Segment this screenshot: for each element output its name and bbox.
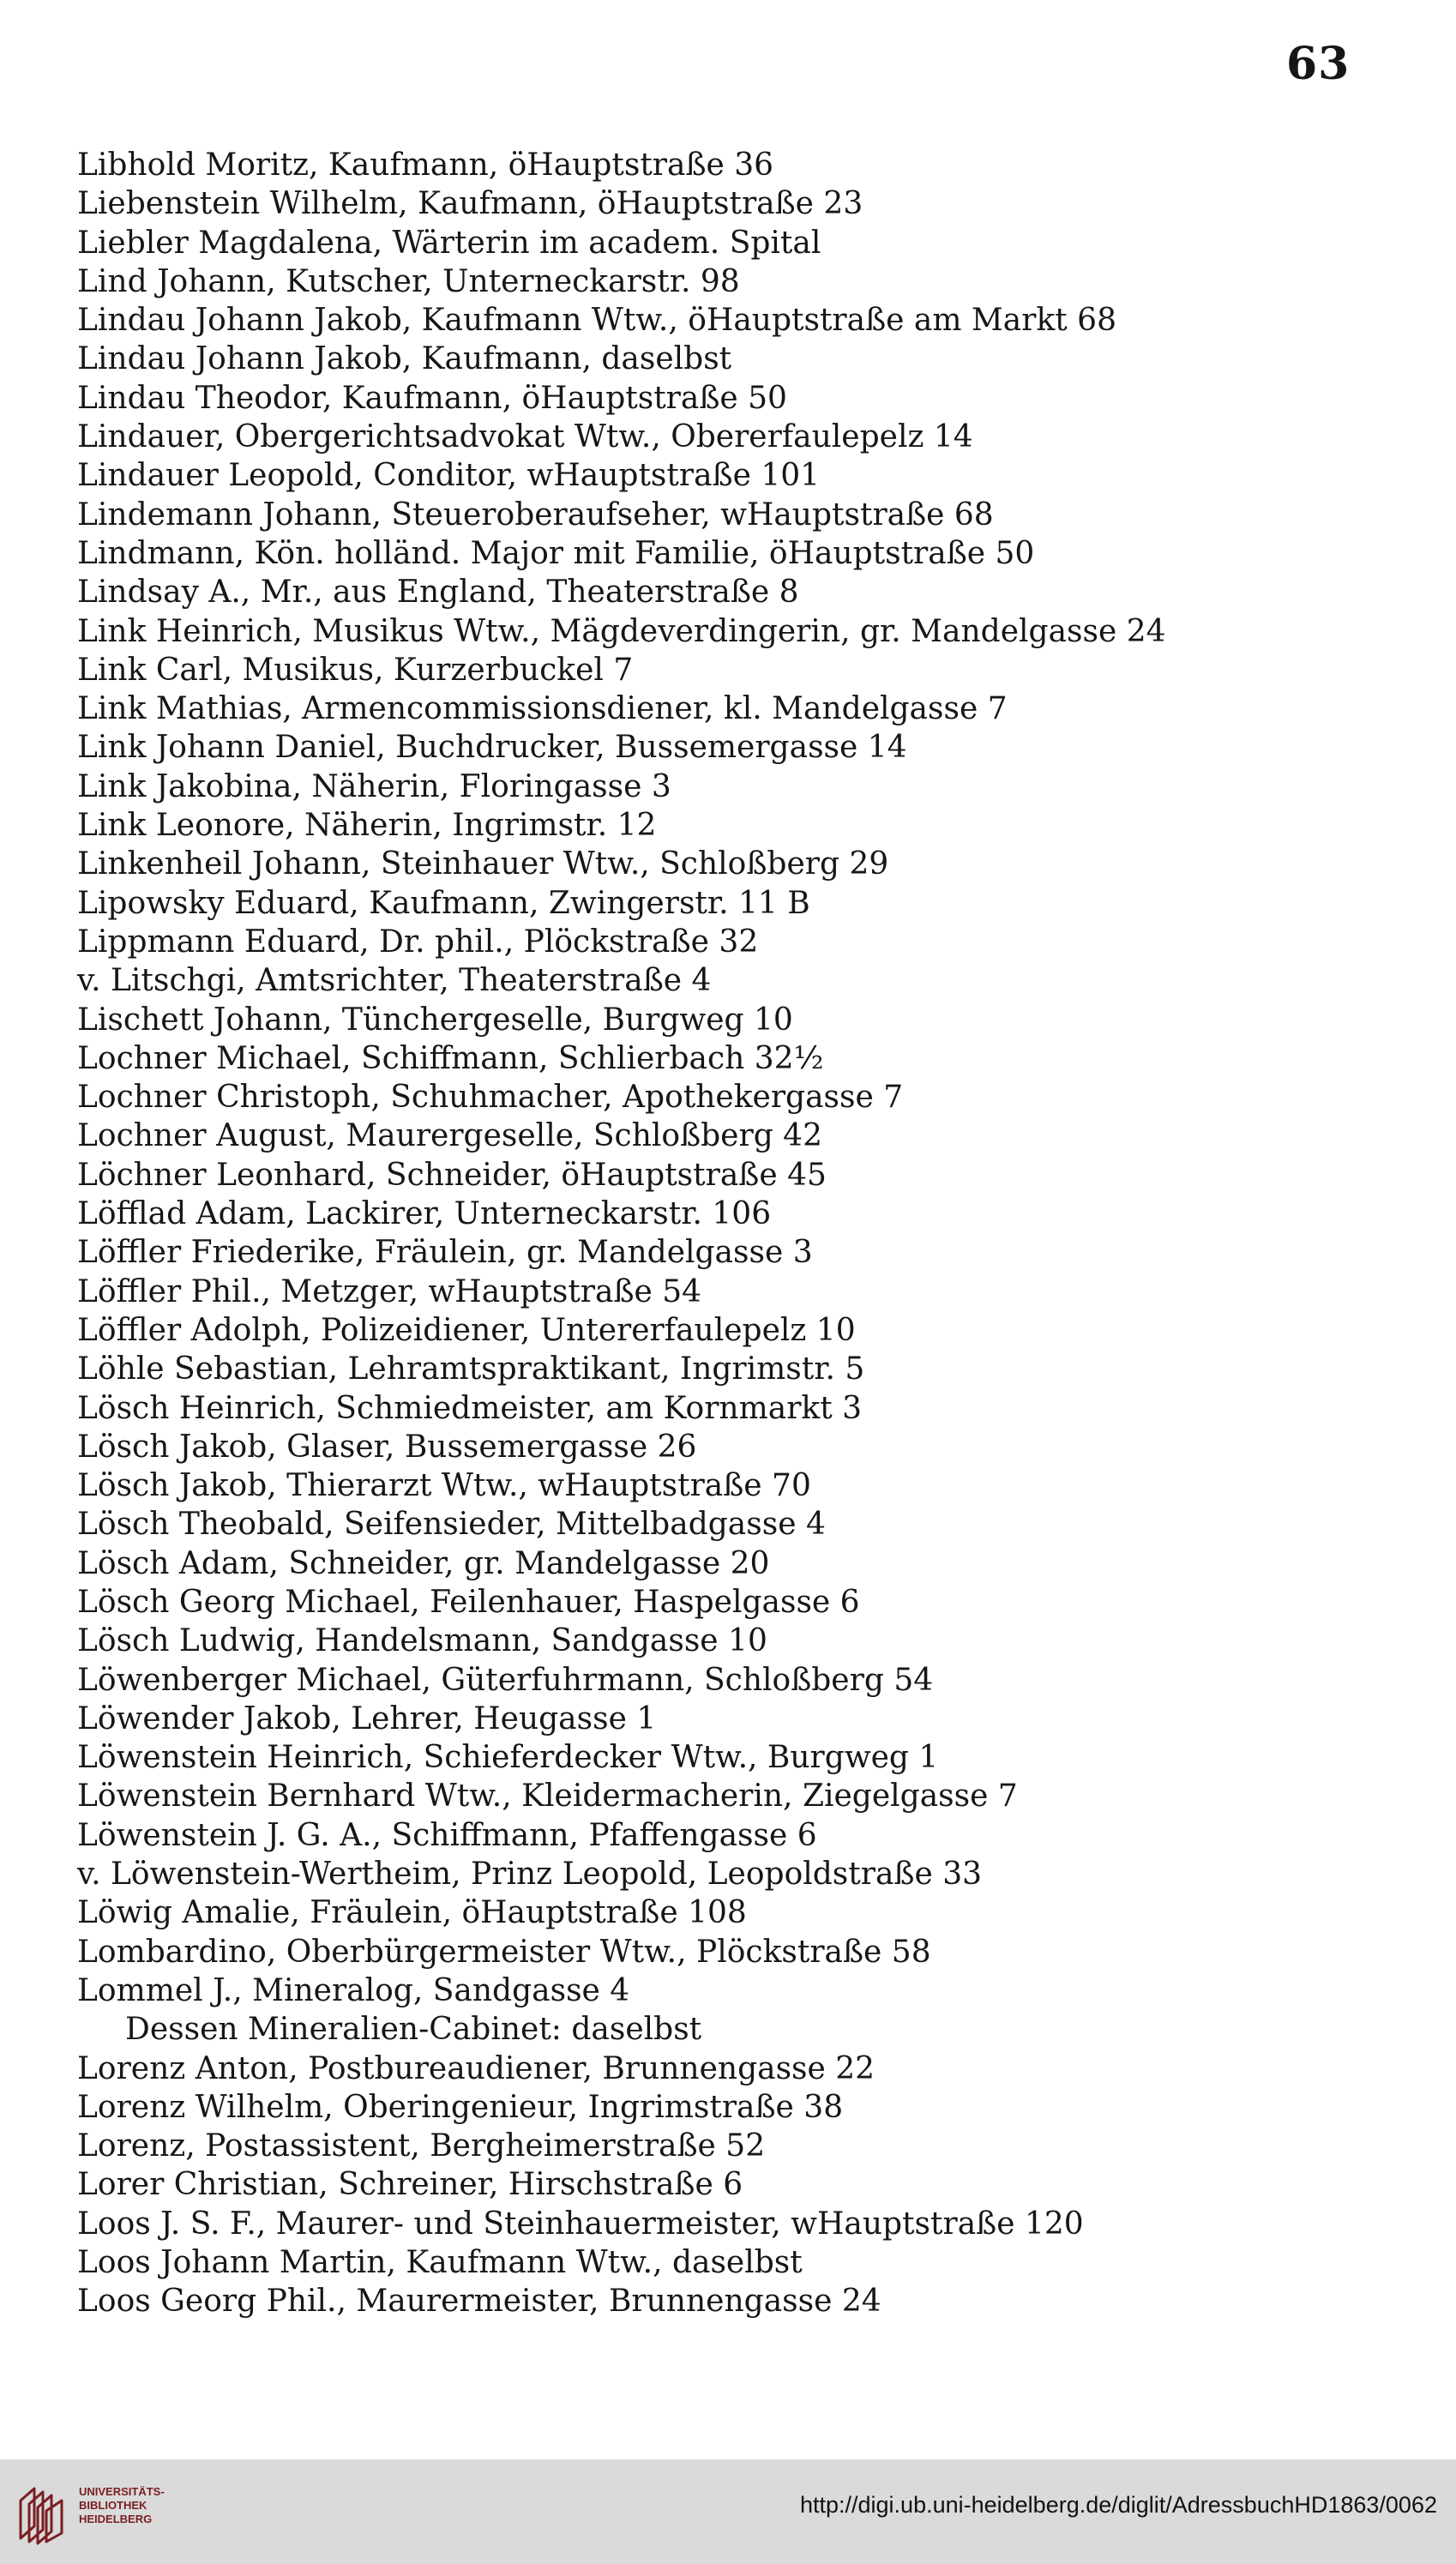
- directory-entry: Löffler Friederike, Fräulein, gr. Mandelgasse 3: [77, 1235, 813, 1271]
- directory-entry: Lösch Jakob, Glaser, Bussemergasse 26: [77, 1429, 697, 1465]
- directory-entry: Löwenstein Bernhard Wtw., Kleidermacherin, Ziegelgasse 7: [77, 1779, 1018, 1815]
- directory-entry: Lindau Johann Jakob, Kaufmann Wtw., öHauptstraße am Markt 68: [77, 303, 1116, 339]
- footer-bar: [0, 2459, 1456, 2564]
- directory-entry: Link Johann Daniel, Buchdrucker, Bussemergasse 14: [77, 730, 907, 766]
- directory-entry: Lindau Johann Jakob, Kaufmann, daselbst: [77, 341, 732, 377]
- directory-entry: Löwenstein J. G. A., Schiffmann, Pfaffengasse 6: [77, 1817, 817, 1853]
- directory-entry: Löwenstein Heinrich, Schieferdecker Wtw., Burgweg 1: [77, 1740, 939, 1776]
- directory-entry: Loos Georg Phil., Maurermeister, Brunnengasse 24: [77, 2284, 881, 2320]
- directory-entry: Liebenstein Wilhelm, Kaufmann, öHauptstraße 23: [77, 186, 863, 222]
- directory-entry: Lommel J., Mineralog, Sandgasse 4: [77, 1972, 630, 2008]
- directory-entry: Lösch Heinrich, Schmiedmeister, am Kornmarkt 3: [77, 1390, 863, 1426]
- directory-entry: Lösch Ludwig, Handelsmann, Sandgasse 10: [77, 1623, 767, 1659]
- directory-entry-list: [77, 146, 1415, 2321]
- directory-entry: Link Leonore, Näherin, Ingrimstr. 12: [77, 808, 657, 844]
- directory-entry: Lindauer Leopold, Conditor, wHauptstraße 101: [77, 458, 821, 494]
- directory-entry: Löwenberger Michael, Güterfuhrmann, Schloßberg 54: [77, 1662, 934, 1698]
- directory-entry: Lindemann Johann, Steueroberaufseher, wHauptstraße 68: [77, 497, 994, 533]
- directory-entry: Löffler Adolph, Polizeidiener, Untererfaulepelz 10: [77, 1312, 856, 1348]
- directory-entry: Lippmann Eduard, Dr. phil., Plöckstraße 32: [77, 924, 759, 960]
- page-number: 63: [1286, 38, 1351, 90]
- directory-entry: Lochner Michael, Schiffmann, Schlierbach 32½: [77, 1040, 824, 1076]
- directory-entry: Löhle Sebastian, Lehramtspraktikant, Ingrimstr. 5: [77, 1351, 865, 1387]
- directory-entry: Lombardino, Oberbürgermeister Wtw., Plöckstraße 58: [77, 1934, 931, 1970]
- library-logo-text: [79, 2485, 165, 2526]
- directory-entry: Lorer Christian, Schreiner, Hirschstraße 6: [77, 2167, 743, 2203]
- directory-entry: Lischett Johann, Tünchergeselle, Burgweg 10: [77, 1002, 793, 1038]
- directory-entry: Lorenz Anton, Postbureaudiener, Brunnengasse 22: [77, 2050, 875, 2086]
- logo-line: UNIVERSITÄTS-: [79, 2485, 165, 2498]
- directory-entry: Link Heinrich, Musikus Wtw., Mägdeverdingerin, gr. Mandelgasse 24: [77, 613, 1166, 649]
- directory-entry: Löchner Leonhard, Schneider, öHauptstraße 45: [77, 1157, 827, 1193]
- directory-entry: Lindsay A., Mr., aus England, Theaterstraße 8: [77, 575, 799, 611]
- directory-entry: Lindauer, Obergerichtsadvokat Wtw., Obererfaulepelz 14: [77, 419, 973, 455]
- directory-entry: Liebler Magdalena, Wärterin im academ. Spital: [77, 225, 821, 261]
- directory-entry: Lösch Theobald, Seifensieder, Mittelbadgasse 4: [77, 1507, 826, 1543]
- directory-entry: Link Mathias, Armencommissionsdiener, kl. Mandelgasse 7: [77, 691, 1008, 727]
- directory-entry: v. Litschgi, Amtsrichter, Theaterstraße 4: [77, 963, 712, 999]
- directory-entry: Dessen Mineralien-Cabinet: daselbst: [125, 2012, 702, 2048]
- source-url-link[interactable]: http://digi.ub.uni-heidelberg.de/diglit/AdressbuchHD1863/0062: [799, 2492, 1437, 2518]
- directory-entry: Lorenz, Postassistent, Bergheimerstraße 52: [77, 2128, 766, 2164]
- directory-entry: Lind Johann, Kutscher, Unterneckarstr. 98: [77, 263, 740, 299]
- directory-entry: Loos Johann Martin, Kaufmann Wtw., daselbst: [77, 2245, 803, 2281]
- directory-entry: Link Jakobina, Näherin, Floringasse 3: [77, 768, 671, 804]
- directory-entry: v. Löwenstein-Wertheim, Prinz Leopold, Leopoldstraße 33: [77, 1857, 983, 1893]
- directory-entry: Loos J. S. F., Maurer- und Steinhauermeister, wHauptstraße 120: [77, 2206, 1084, 2242]
- directory-entry: Löwig Amalie, Fräulein, öHauptstraße 108: [77, 1895, 747, 1931]
- directory-entry: Lösch Adam, Schneider, gr. Mandelgasse 20: [77, 1545, 770, 1581]
- directory-entry: Lindmann, Kön. holländ. Major mit Familie, öHauptstraße 50: [77, 535, 1035, 571]
- directory-entry: Lorenz Wilhelm, Oberingenieur, Ingrimstraße 38: [77, 2089, 844, 2125]
- directory-entry: Löwender Jakob, Lehrer, Heugasse 1: [77, 1700, 657, 1736]
- directory-entry: Löfflad Adam, Lackirer, Unterneckarstr. 106: [77, 1196, 772, 1232]
- directory-entry: Lipowsky Eduard, Kaufmann, Zwingerstr. 11 B: [77, 885, 810, 921]
- directory-entry: Link Carl, Musikus, Kurzerbuckel 7: [77, 652, 634, 688]
- directory-entry: Lösch Georg Michael, Feilenhauer, Haspelgasse 6: [77, 1584, 860, 1620]
- directory-entry: Libhold Moritz, Kaufmann, öHauptstraße 36: [77, 147, 774, 183]
- logo-line: HEIDELBERG: [79, 2513, 153, 2525]
- directory-entry: Löffler Phil., Metzger, wHauptstraße 54: [77, 1273, 702, 1309]
- library-seal-icon[interactable]: [15, 2478, 67, 2545]
- directory-entry: Linkenheil Johann, Steinhauer Wtw., Schloßberg 29: [77, 846, 889, 882]
- directory-entry: Lochner August, Maurergeselle, Schloßberg 42: [77, 1118, 822, 1154]
- logo-line: BIBLIOTHEK: [79, 2499, 147, 2512]
- directory-entry: Lindau Theodor, Kaufmann, öHauptstraße 50: [77, 380, 787, 416]
- directory-entry: Lochner Christoph, Schuhmacher, Apothekergasse 7: [77, 1080, 904, 1116]
- directory-entry: Lösch Jakob, Thierarzt Wtw., wHauptstraße 70: [77, 1468, 811, 1504]
